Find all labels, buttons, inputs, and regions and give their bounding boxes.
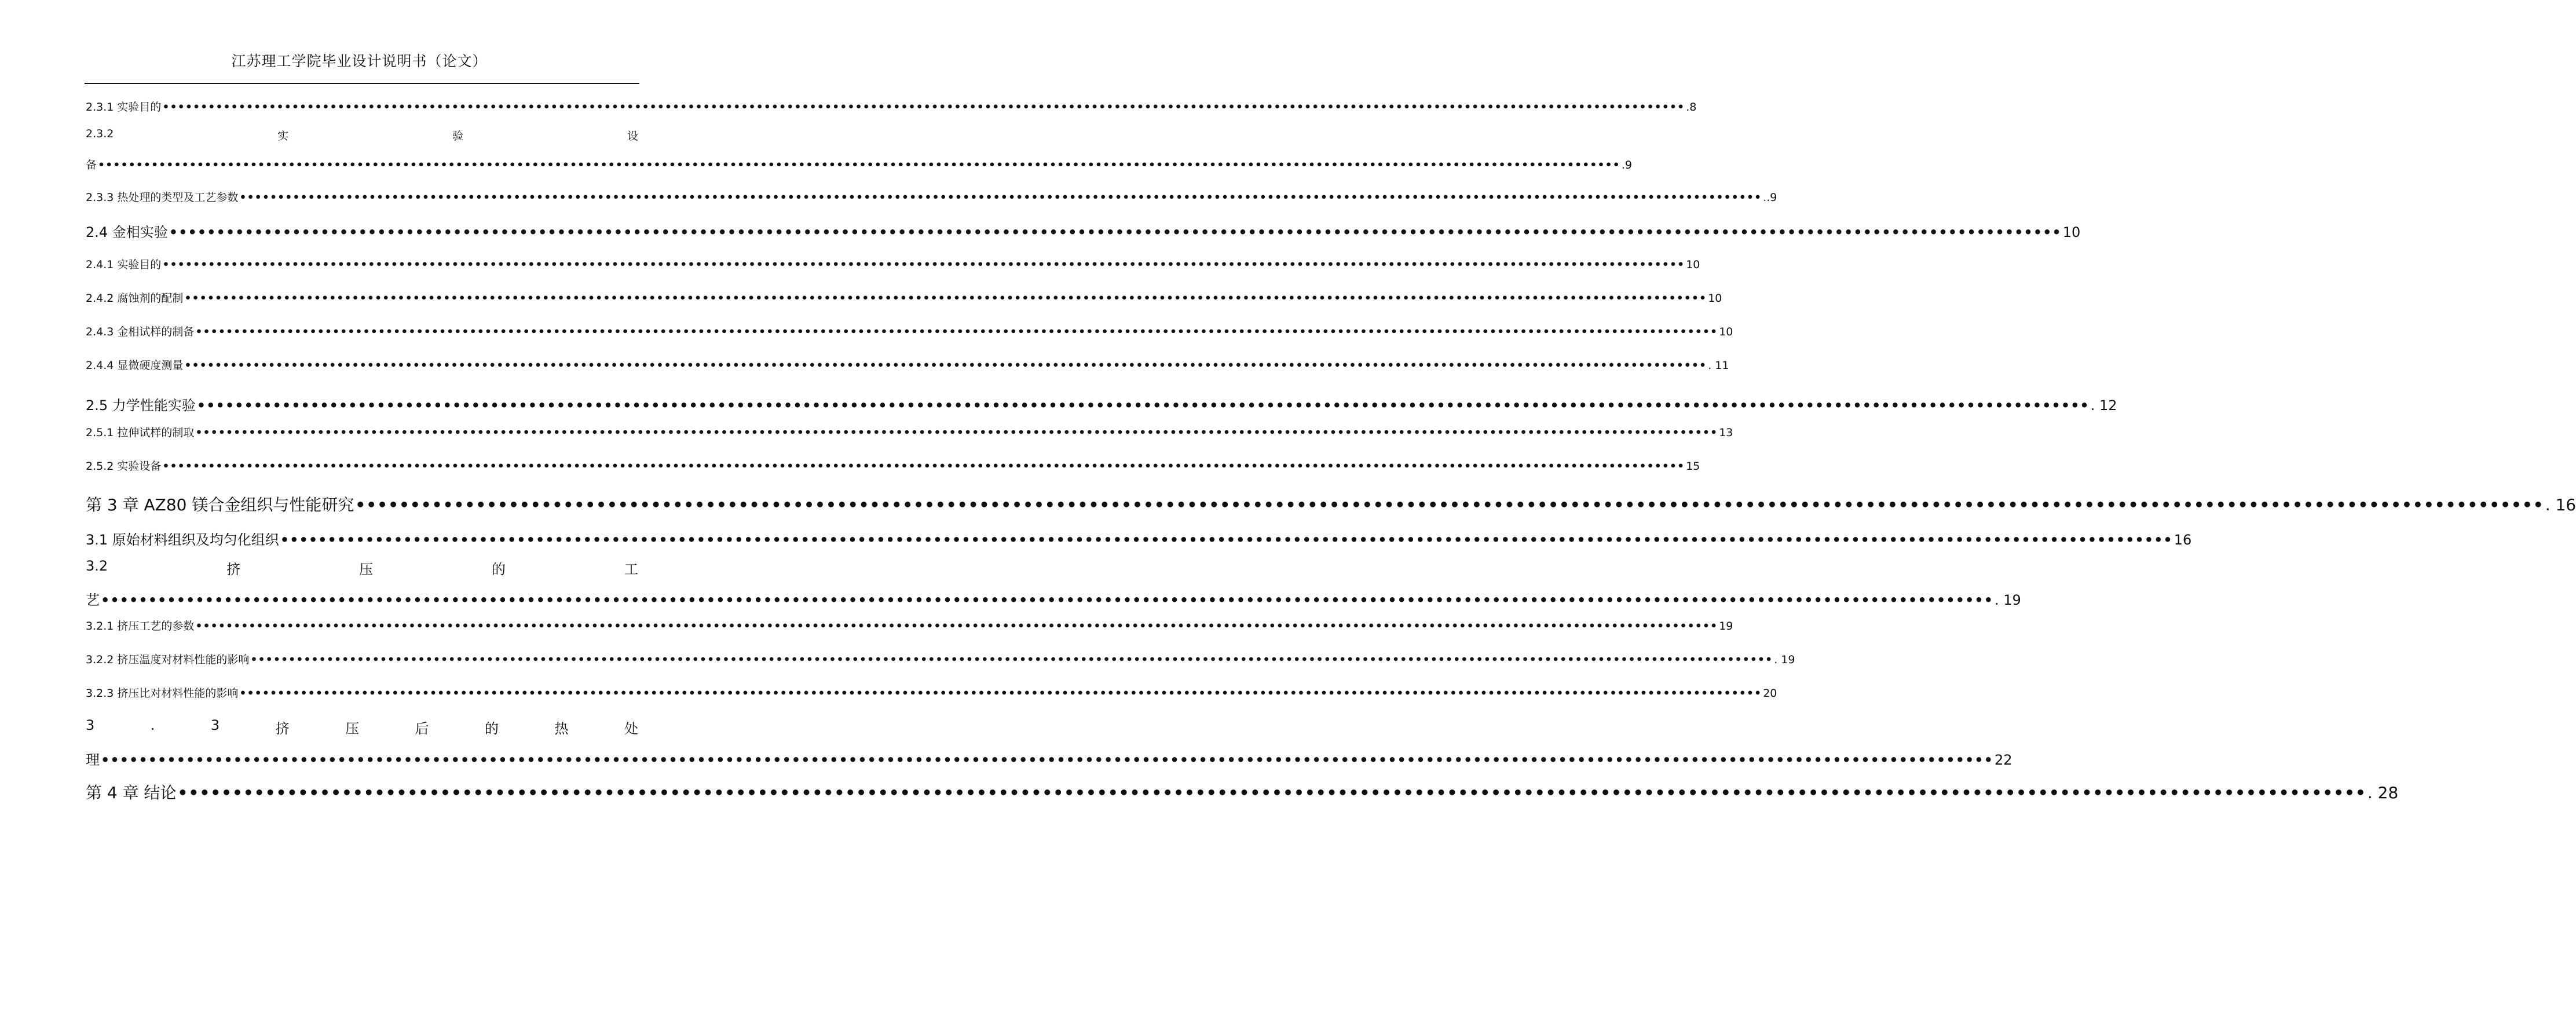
- dot-leader: ••••••••••••••••••••••••••••••••••••••••••••••••••••••••••••••••••••••••••••••••••••••••••••••••••••••••••••••••••••••••••••••••••••••••••••••••••••••••••••••••••••••••••••••••••••••••••••••••••••••••: [98, 159, 1620, 171]
- toc-entry-label: 3.2.2 挤压温度对材料性能的影响: [86, 653, 250, 666]
- toc-entry-label: 2.3.1 实验目的: [86, 101, 162, 114]
- toc-entry-word: 的: [492, 561, 506, 578]
- page-header-title: 江苏理工学院毕业设计说明书（论文）: [231, 53, 488, 70]
- toc-entry-page: 15: [1686, 460, 1700, 473]
- toc-entry-page: .8: [1686, 101, 1697, 114]
- toc-entry-word: 工: [624, 561, 638, 578]
- dot-leader: ••••••••••••••••••••••••••••••••••••••••••••••••••••••••••••••••••••••••••••••••••••••••••••••••••••••••••••••••••••••••••••••••••••••••••••••••••••••••••••••••••••••••••••••••••••••••••••••••••••••••: [195, 620, 1718, 633]
- toc-entry[interactable]: [86, 290, 1722, 305]
- toc-entry-page: 10: [1719, 326, 1733, 338]
- toc-entry-label: 2.4.1 实验目的: [86, 258, 162, 271]
- toc-entry-page: 13: [1719, 426, 1733, 439]
- toc-entry-page: ..9: [1763, 191, 1777, 204]
- toc-entry-label: 2.3.3 热处理的类型及工艺参数: [86, 191, 239, 204]
- toc-entry-word: 验: [452, 130, 464, 142]
- dot-leader: ••••••••••••••••••••••••••••••••••••••••••••••••••••••••••••••••••••••••••••••••••••••••••••••••••••••••••••••••••••••••••••••••••••••••••••••••••••••••••••••••••••••••••••••••••••••••••••••••••••••••: [239, 687, 1762, 700]
- toc-entry[interactable]: [86, 617, 1733, 633]
- toc-entry-justified[interactable]: [86, 558, 638, 578]
- toc-entry-word: 热: [554, 721, 569, 737]
- dot-leader: ••••••••••••••••••••••••••••••••••••••••••••••••••••••••••••••••••••••••••••••••••••••••••••••••••••••••••••••••••••••••••••••••••••••••••••••••••••••••••••••••••••••••••••••••••••••••••••••••••••••••: [355, 495, 2544, 514]
- toc-entry-chapter[interactable]: [86, 780, 2399, 803]
- toc-entry-word: 挤: [226, 561, 241, 578]
- table-of-contents: [86, 0, 2576, 1016]
- toc-entry-label: 2.4 金相实验: [86, 224, 168, 240]
- toc-entry-word: 压: [345, 721, 360, 737]
- toc-entry-page: 10: [1708, 292, 1722, 305]
- dot-leader: ••••••••••••••••••••••••••••••••••••••••••••••••••••••••••••••••••••••••••••••••••••••••••••••••••••••••••••••••••••••••••••••••••••••••••••••••••••••••••••••••••••••••••••••••••••••••••••••••••••••••: [196, 397, 2090, 414]
- toc-entry-continuation[interactable]: [86, 748, 2012, 769]
- toc-entry-label: 3.2.1 挤压工艺的参数: [86, 620, 195, 633]
- toc-entry-page: . 19: [1774, 653, 1795, 666]
- dot-leader: ••••••••••••••••••••••••••••••••••••••••••••••••••••••••••••••••••••••••••••••••••••••••••••••••••••••••••••••••••••••••••••••••••••••••••••••••••••••••••••••••••••••••••••••••••••••••••••••••••••••••: [169, 224, 2062, 240]
- toc-entry-word: .: [150, 717, 155, 733]
- toc-entry-word: 3: [210, 717, 220, 733]
- toc-entry-page: 16: [2174, 532, 2192, 548]
- toc-entry-word: 设: [627, 130, 638, 142]
- toc-entry-word: 挤: [275, 721, 290, 737]
- toc-entry-word: 的: [485, 721, 499, 737]
- dot-leader: ••••••••••••••••••••••••••••••••••••••••••••••••••••••••••••••••••••••••••••••••••••••••••••••••••••••••••••••••••••••••••••••••••••••••••••••••••••••••••••••••••••••••••••••••••••••••••••••••••••••••: [239, 191, 1762, 204]
- toc-entry-page: . 28: [2367, 783, 2399, 802]
- toc-entry-label: 备: [86, 159, 97, 171]
- toc-entry-label: 理: [86, 752, 100, 768]
- toc-entry-label: 2.5.1 拉伸试样的制取: [86, 426, 195, 439]
- toc-entry-chapter[interactable]: [86, 492, 2576, 516]
- toc-entry[interactable]: [86, 98, 1697, 114]
- dot-leader: ••••••••••••••••••••••••••••••••••••••••••••••••••••••••••••••••••••••••••••••••••••••••••••••••••••••••••••••••••••••••••••••••••••••••••••••••••••••••••••••••••••••••••••••••••••••••••••••••••••••••: [184, 292, 1707, 305]
- toc-entry-label: 2.4.2 腐蚀剂的配制: [86, 292, 184, 305]
- toc-entry-page: . 11: [1708, 359, 1729, 372]
- toc-entry[interactable]: [86, 651, 1795, 667]
- toc-entry-word: 3: [86, 717, 95, 733]
- toc-entry-page: . 19: [1994, 592, 2021, 608]
- toc-entry[interactable]: [86, 221, 2081, 241]
- toc-entry-page: 10: [1686, 258, 1700, 271]
- dot-leader: ••••••••••••••••••••••••••••••••••••••••••••••••••••••••••••••••••••••••••••••••••••••••••••••••••••••••••••••••••••••••••••••••••••••••••••••••••••••••••••••••••••••••••••••••••••••••••••••••••••••••: [162, 258, 1685, 271]
- toc-entry-label: 3.2.3 挤压比对材料性能的影响: [86, 687, 239, 700]
- dot-leader: ••••••••••••••••••••••••••••••••••••••••••••••••••••••••••••••••••••••••••••••••••••••••••••••••••••••••••••••••••••••••••••••••••••••••••••••••••••••••••••••••••••••••••••••••••••••••••••••••••••••••: [250, 653, 1773, 666]
- dot-leader: ••••••••••••••••••••••••••••••••••••••••••••••••••••••••••••••••••••••••••••••••••••••••••••••••••••••••••••••••••••••••••••••••••••••••••••••••••••••••••••••••••••••••••••••••••••••••••••••••••••••••: [280, 532, 2173, 548]
- toc-entry[interactable]: [86, 458, 1700, 473]
- dot-leader: ••••••••••••••••••••••••••••••••••••••••••••••••••••••••••••••••••••••••••••••••••••••••••••••••••••••••••••••••••••••••••••••••••••••••••••••••••••••••••••••••••••••••••••••••••••••••••••••••••••••••: [162, 101, 1685, 114]
- dot-leader: ••••••••••••••••••••••••••••••••••••••••••••••••••••••••••••••••••••••••••••••••••••••••••••••••••••••••••••••••••••••••••••••••••••••••••••••••••••••••••••••••••••••••••••••••••••••••••••••••••••••••: [101, 752, 1993, 768]
- toc-entry-label: 艺: [86, 592, 100, 608]
- dot-leader: ••••••••••••••••••••••••••••••••••••••••••••••••••••••••••••••••••••••••••••••••••••••••••••••••••••••••••••••••••••••••••••••••••••••••••••••••••••••••••••••••••••••••••••••••••••••••••••••••••••••••: [162, 460, 1685, 473]
- dot-leader: ••••••••••••••••••••••••••••••••••••••••••••••••••••••••••••••••••••••••••••••••••••••••••••••••••••••••••••••••••••••••••••••••••••••••••••••••••••••••••••••••••••••••••••••••••••••••••••••••••••••••: [101, 592, 1993, 608]
- toc-entry-continuation[interactable]: [86, 156, 1632, 172]
- toc-entry-label: 第 4 章 结论: [86, 783, 177, 802]
- toc-entry[interactable]: [86, 256, 1700, 272]
- toc-entry-page: 19: [1719, 620, 1733, 633]
- toc-entry-word: 2.3.2: [86, 127, 114, 140]
- toc-entry-page: 10: [2062, 224, 2081, 240]
- toc-entry-label: 2.5.2 实验设备: [86, 460, 162, 473]
- toc-entry-page: . 12: [2090, 397, 2117, 414]
- toc-entry-continuation[interactable]: [86, 589, 2021, 609]
- toc-entry-label: 2.5 力学性能实验: [86, 397, 196, 414]
- toc-entry[interactable]: [86, 424, 1733, 440]
- dot-leader: ••••••••••••••••••••••••••••••••••••••••••••••••••••••••••••••••••••••••••••••••••••••••••••••••••••••••••••••••••••••••••••••••••••••••••••••••••••••••••••••••••••••••••••••••••••••••••••••••••••••••: [195, 326, 1718, 338]
- toc-entry-word: 3.2: [86, 558, 108, 574]
- toc-entry-word: 处: [624, 721, 638, 737]
- toc-entry-page: . 16: [2545, 495, 2576, 514]
- toc-entry[interactable]: [86, 323, 1733, 339]
- toc-entry[interactable]: [86, 685, 1777, 700]
- toc-entry-word: 实: [277, 130, 289, 142]
- dot-leader: ••••••••••••••••••••••••••••••••••••••••••••••••••••••••••••••••••••••••••••••••••••••••••••••••••••••••••••••••••••••••••••••••••••••••••••••••••••••••••••••••••••••••••••••••••••••••••••••••••••••••: [184, 359, 1707, 372]
- toc-entry-label: 2.4.4 显微硬度测量: [86, 359, 184, 372]
- dot-leader: ••••••••••••••••••••••••••••••••••••••••••••••••••••••••••••••••••••••••••••••••••••••••••••••••••••••••••••••••••••••••••••••••••••••••••••••••••••••••••••••••••••••••••••••••••••••••••••••••••••••••: [177, 783, 2366, 802]
- toc-entry[interactable]: [86, 357, 1729, 372]
- toc-entry-label: 2.4.3 金相试样的制备: [86, 326, 195, 338]
- toc-entry-page: 20: [1763, 687, 1777, 700]
- toc-entry-word: 压: [359, 561, 374, 578]
- toc-entry-page: 22: [1994, 752, 2012, 768]
- toc-entry[interactable]: [86, 189, 1777, 204]
- toc-entry-page: .9: [1621, 159, 1632, 171]
- toc-entry-label: 3.1 原始材料组织及均匀化组织: [86, 532, 279, 548]
- dot-leader: ••••••••••••••••••••••••••••••••••••••••••••••••••••••••••••••••••••••••••••••••••••••••••••••••••••••••••••••••••••••••••••••••••••••••••••••••••••••••••••••••••••••••••••••••••••••••••••••••••••••••: [195, 426, 1718, 439]
- toc-entry-justified[interactable]: [86, 717, 638, 737]
- toc-entry-label: 第 3 章 AZ80 镁合金组织与性能研究: [86, 495, 354, 514]
- toc-entry[interactable]: [86, 394, 2117, 414]
- toc-entry[interactable]: [86, 528, 2192, 549]
- toc-entry-word: 后: [415, 721, 429, 737]
- toc-entry-justified[interactable]: [86, 127, 638, 143]
